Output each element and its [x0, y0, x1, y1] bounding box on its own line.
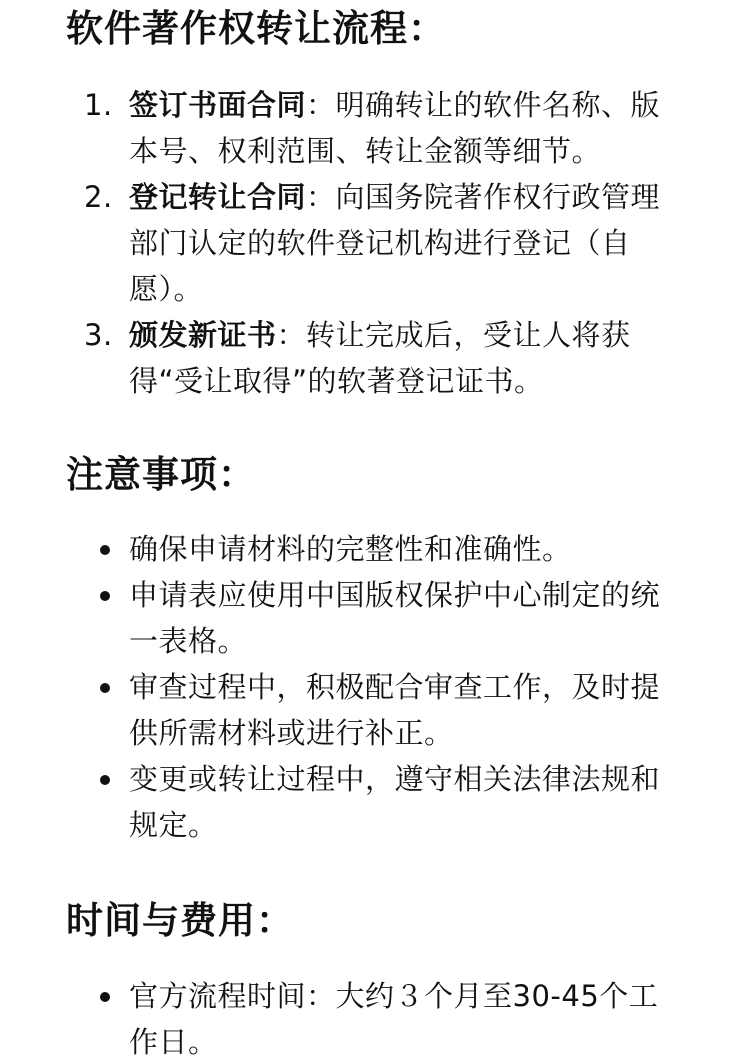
- note-text: 审查过程中，积极配合审查工作，及时提供所需材料或进行补正。: [129, 670, 661, 750]
- bullet-dot: [100, 992, 110, 1002]
- step-number: 2.: [84, 180, 113, 214]
- bullet-dot: [100, 775, 110, 785]
- step-separator: ：: [306, 88, 336, 122]
- step-separator: ：: [276, 318, 307, 352]
- time-cost-list: [0, 973, 750, 1063]
- step-text: 转让完成后，受让人将获得“受让取得”的软著登记证书。: [129, 318, 631, 398]
- note-item-4: [0, 756, 685, 848]
- step-label: 签订书面合同: [129, 88, 307, 122]
- bullet-dot: [100, 591, 110, 601]
- note-item-1: [0, 526, 685, 572]
- note-text: 变更或转让过程中，遵守相关法律法规和规定。: [129, 762, 661, 842]
- time-text: 官方流程时间：大约３个月至30-45个工作日。: [129, 979, 659, 1059]
- notes-list: [0, 526, 750, 848]
- step-number: 1.: [84, 88, 113, 122]
- section-heading-notes: 注意事项：: [66, 453, 256, 496]
- step-text: 明确转让的软件名称、版本号、权利范围、转让金额等细节。: [129, 88, 661, 168]
- process-steps-list: [0, 82, 750, 404]
- process-step-2: [0, 174, 685, 312]
- section-heading-process: 软件著作权转让流程：: [66, 7, 446, 50]
- bullet-dot: [100, 545, 110, 555]
- step-separator: ：: [306, 180, 336, 214]
- process-step-3: [0, 312, 685, 404]
- note-text: 申请表应使用中国版权保护中心制定的统一表格。: [129, 578, 661, 658]
- step-number: 3.: [84, 318, 113, 352]
- time-item-1: [0, 973, 685, 1063]
- note-item-2: [0, 572, 685, 664]
- process-step-1: [0, 82, 685, 174]
- section-heading-time-cost: 时间与费用：: [66, 899, 294, 942]
- note-item-3: [0, 664, 685, 756]
- step-label: 颁发新证书: [129, 318, 277, 352]
- note-text: 确保申请材料的完整性和准确性。: [129, 532, 572, 566]
- bullet-dot: [100, 683, 110, 693]
- step-text: 向国务院著作权行政管理部门认定的软件登记机构进行登记（自愿）。: [129, 180, 661, 306]
- step-label: 登记转让合同: [129, 180, 307, 214]
